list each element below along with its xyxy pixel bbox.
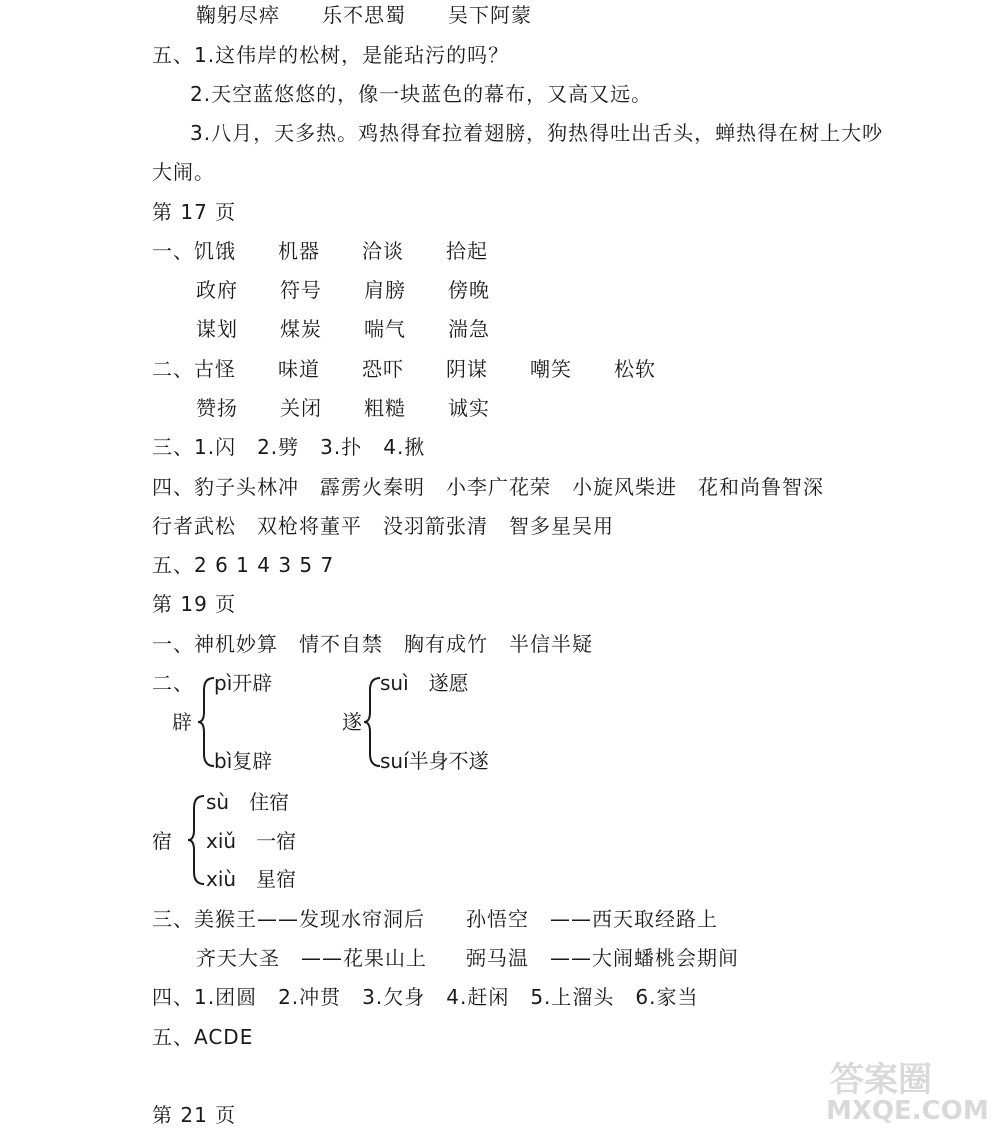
idiom-row: 鞠躬尽瘁 乐不思蜀 吴下阿蒙	[196, 3, 532, 27]
pi-brace	[196, 676, 216, 768]
p19-q1: 一、神机妙算 情不自禁 胸有成竹 半信半疑	[152, 632, 593, 656]
p17-q2-row1: 二、古怪 味道 恐吓 阴谋 嘲笑 松软	[152, 357, 656, 381]
su-reading-bottom: xiù 星宿	[206, 867, 297, 891]
p17-q1-row2: 政府 符号 肩膀 傍晚	[196, 278, 490, 302]
watermark-url: MXQE.COM	[826, 1096, 989, 1126]
p19-q4: 四、1.团圆 2.冲贯 3.欠身 4.赶闲 5.上溜头 6.家当	[152, 985, 699, 1009]
p19-q3-right-2: 弼马温 ——大闹蟠桃会期间	[466, 946, 739, 970]
p19-q3-right-1: 孙悟空 ——西天取经路上	[466, 907, 718, 931]
su-reading-mid: xiǔ 一宿	[206, 829, 297, 853]
q5-item-2: 2.天空蓝悠悠的，像一块蓝色的幕布，又高又远。	[190, 82, 653, 106]
watermark-logo: 答案圈	[830, 1060, 932, 1100]
p17-q3: 三、1.闪 2.劈 3.扑 4.揪	[152, 435, 426, 459]
p17-q4-row2: 行者武松 双枪将董平 没羽箭张清 智多星吴用	[152, 514, 614, 538]
su-character: 宿	[152, 829, 172, 853]
sui-character: 遂	[342, 710, 362, 734]
q5-item-3: 3.八月，天多热。鸡热得耷拉着翅膀，狗热得吐出舌头，蝉热得在树上大吵	[190, 121, 884, 145]
q5-item-1: 五、1.这伟岸的松树，是能玷污的吗？	[152, 43, 510, 67]
p19-q2-label: 二、	[152, 671, 194, 695]
q5-item-3-cont: 大闹。	[152, 160, 215, 184]
sui-reading-top: suì 遂愿	[380, 671, 469, 695]
p17-q5: 五、2 6 1 4 3 5 7	[152, 553, 335, 577]
p19-q5: 五、ACDE	[152, 1025, 254, 1049]
page-19-heading: 第 19 页	[152, 592, 237, 616]
p17-q1-row3: 谋划 煤炭 喘气 湍急	[196, 317, 490, 341]
p17-q1-row1: 一、饥饿 机器 洽谈 拾起	[152, 239, 488, 263]
su-brace	[186, 794, 206, 886]
pi-reading-top: pì开辟	[214, 671, 273, 695]
p17-q4-row1: 四、豹子头林冲 霹雳火秦明 小李广花荣 小旋风柴进 花和尚鲁智深	[152, 475, 824, 499]
pi-character: 辟	[172, 710, 192, 734]
page-21-heading: 第 21 页	[152, 1103, 237, 1127]
p17-q2-row2: 赞扬 关闭 粗糙 诚实	[196, 396, 490, 420]
pi-reading-bottom: bì复辟	[214, 749, 273, 773]
su-reading-top: sù 住宿	[206, 790, 290, 814]
page-17-heading: 第 17 页	[152, 200, 237, 224]
p19-q3-left-2: 齐天大圣 ——花果山上	[196, 946, 427, 970]
p19-q3-left-1: 三、美猴王——发现水帘洞后	[152, 907, 425, 931]
sui-brace	[362, 676, 382, 768]
sui-reading-bottom: suí半身不遂	[380, 749, 489, 773]
